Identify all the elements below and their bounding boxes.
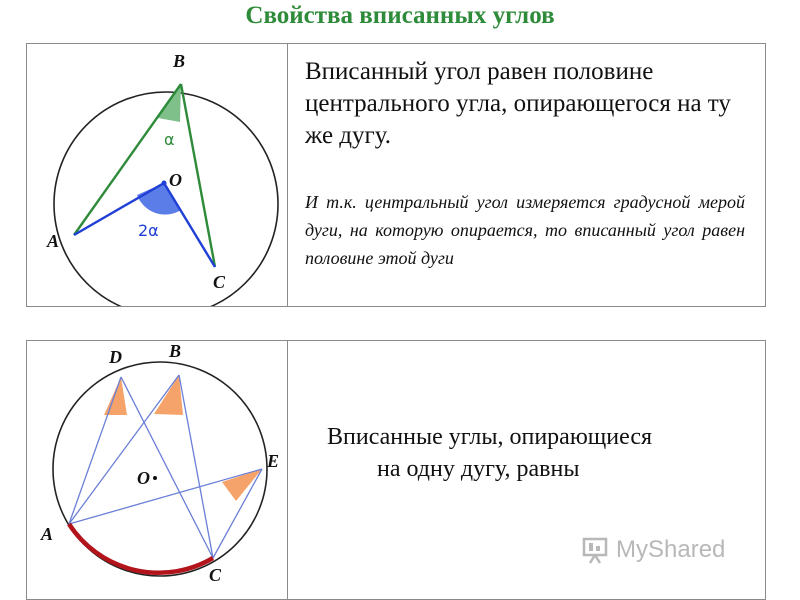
label-C: C [209,565,222,585]
theorem-explanation: И т.к. центральный угол измеряется градусной мерой дуги, на которую опирается, то вписанный угол равен половине этой дуги [305,192,745,268]
label-A: A [41,524,54,544]
theorem-statement [327,421,757,485]
inscribed-central-angle-figure [27,44,287,306]
two-alpha-label: 2α [138,221,159,240]
center-point [153,476,157,480]
watermark [580,530,780,570]
label-O: O [169,170,182,190]
statement-line-2: на одну дугу, равны [377,456,580,482]
label-D: D [109,347,122,367]
theorem-statement: Вписанный угол равен половине центрального угла, опирающегося на ту же дугу. [305,58,731,149]
alpha-label: α [164,130,175,149]
equal-inscribed-angles-figure [27,341,287,599]
inscribed-central-angle-panel [26,43,766,307]
presentation-board-icon [580,535,610,565]
center-point [162,181,167,186]
label-E: E [267,451,280,471]
panel-divider [287,341,288,599]
angle-E-shading [222,469,262,501]
label-O: O [137,468,150,488]
angle-B-shading [154,375,183,415]
label-B: B [169,341,182,361]
label-A: A [47,231,60,251]
arc-AC [69,524,213,573]
label-C: C [213,272,226,292]
page-title: Свойства вписанных углов [245,2,555,29]
watermark-text: MyShared [616,536,726,563]
panel-divider [287,44,288,306]
label-B: B [173,51,186,71]
statement-line-1: Вписанные углы, опирающиеся [327,424,653,450]
